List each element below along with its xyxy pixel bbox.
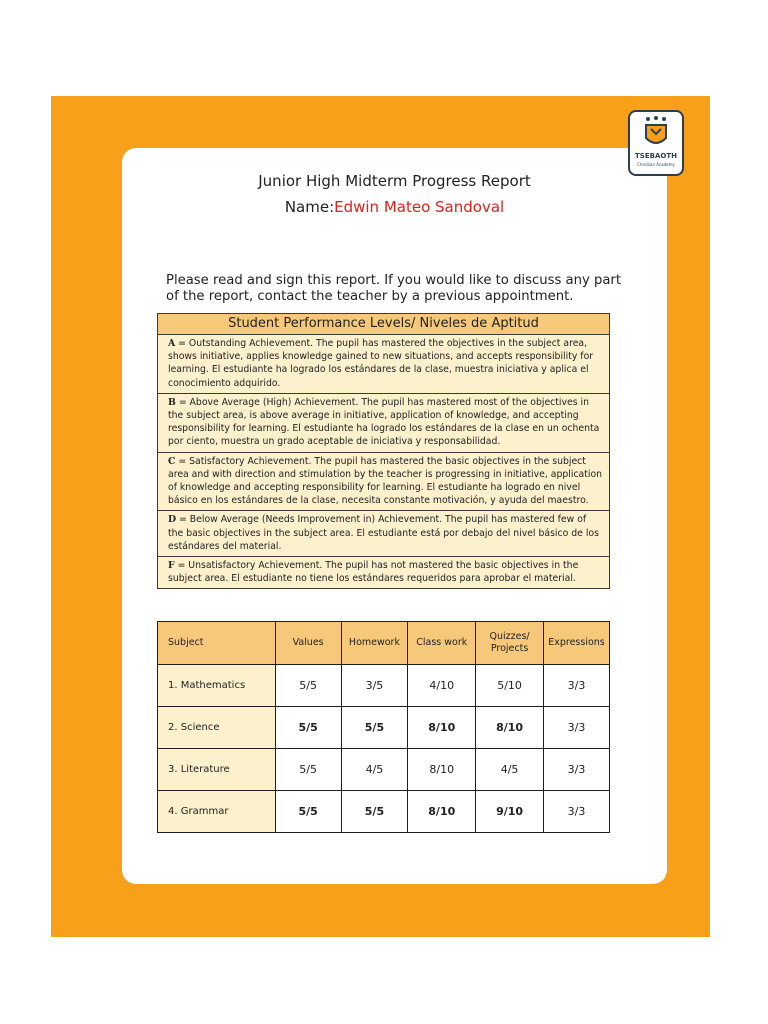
level-letter: F [168, 560, 175, 572]
expressions-cell: 3/3 [543, 707, 609, 749]
homework-cell: 5/5 [341, 707, 408, 749]
grades-table [157, 621, 610, 833]
values-cell: 5/5 [275, 665, 341, 707]
table-row [158, 707, 610, 749]
column-header-subject: Subject [158, 622, 276, 665]
level-letter: C [168, 455, 176, 467]
level-a [158, 335, 609, 394]
expressions-cell: 3/3 [543, 665, 609, 707]
quizzes-cell: 5/10 [476, 665, 544, 707]
homework-cell: 3/5 [341, 665, 408, 707]
level-description: = Unsatisfactory Achievement. The pupil has not mastered the basic objectives in the subject area. El estudiante no tiene los estándares requeridos para aprobar el material. [168, 560, 579, 585]
level-description: = Below Average (Needs Improvement in) Achievement. The pupil has mastered few of the basic objectives in the subject area. El estudiante está por debajo del nivel básico de los estándares del material. [168, 514, 599, 552]
column-header-quizzes-projects: Quizzes/ Projects [476, 622, 544, 665]
table-row [158, 749, 610, 791]
subject-cell: 1. Mathematics [158, 665, 276, 707]
classwork-cell: 4/10 [408, 665, 476, 707]
classwork-cell: 8/10 [408, 707, 476, 749]
expressions-cell: 3/3 [543, 791, 609, 833]
logo-subtitle: Christian Academy [637, 162, 675, 167]
level-description: = Outstanding Achievement. The pupil has mastered the objectives in the subject area, shows initiative, applies knowledge gained to new situations, and accepts responsibility for learning. El estudiante ha logrado los estándares de la clase, muestra iniciativa y aplica el conocimiento adquirido. [168, 338, 594, 389]
homework-cell: 5/5 [341, 791, 408, 833]
level-letter: A [168, 338, 176, 349]
quizzes-cell: 9/10 [476, 791, 544, 833]
subject-cell: 4. Grammar [158, 791, 276, 833]
crown-shield-icon [642, 116, 670, 150]
quizzes-cell: 8/10 [476, 707, 544, 749]
table-row [158, 665, 610, 707]
column-header-homework: Homework [341, 622, 408, 665]
subject-cell: 2. Science [158, 707, 276, 749]
name-label: Name: [284, 198, 335, 216]
level-letter: D [168, 514, 177, 526]
logo-name: TSEBAOTH [635, 152, 677, 160]
values-cell: 5/5 [275, 749, 341, 791]
column-header-expressions: Expressions [543, 622, 609, 665]
values-cell: 5/5 [275, 707, 341, 749]
values-cell: 5/5 [275, 791, 341, 833]
level-d [158, 511, 609, 557]
level-description: = Above Average (High) Achievement. The pupil has mastered most of the objectives in the subject area, is above average in initiative, application of knowledge, and accepting responsibility for learning. El estudiante ha logrado los estándares de la clase en un ochenta por ciento, muestra un grado aceptable de iniciativa y responsabilidad. [168, 396, 600, 448]
subject-cell: 3. Literature [158, 749, 276, 791]
level-letter: B [168, 396, 176, 408]
level-c [158, 453, 609, 512]
table-row [158, 791, 610, 833]
classwork-cell: 8/10 [408, 749, 476, 791]
homework-cell: 4/5 [341, 749, 408, 791]
school-logo [628, 110, 684, 176]
level-description: = Satisfactory Achievement. The pupil has mastered the basic objectives in the subject area and with direction and stimulation by the teacher is progressing in initiative, application of knowledge and accepting responsibility for learning. El estudiante ha logrado en nivel básico en los estándares de la clase, necesita constante motivación, y ayuda del maestro. [168, 455, 603, 507]
levels-heading: Student Performance Levels/ Niveles de Aptitud [158, 314, 609, 335]
student-name-line [122, 198, 667, 216]
column-header-values: Values [275, 622, 341, 665]
column-header-classwork: Class work [408, 622, 476, 665]
expressions-cell: 3/3 [543, 749, 609, 791]
intro-text: Please read and sign this report. If you would like to discuss any part of the report, contact the teacher by a previous appointment. [166, 273, 621, 304]
student-name: Edwin Mateo Sandoval [334, 198, 505, 216]
report-title: Junior High Midterm Progress Report [258, 172, 531, 190]
level-f [158, 557, 609, 588]
quizzes-cell: 4/5 [476, 749, 544, 791]
table-header-row [158, 622, 610, 665]
performance-levels-box [157, 313, 610, 589]
classwork-cell: 8/10 [408, 791, 476, 833]
level-b [158, 394, 609, 453]
